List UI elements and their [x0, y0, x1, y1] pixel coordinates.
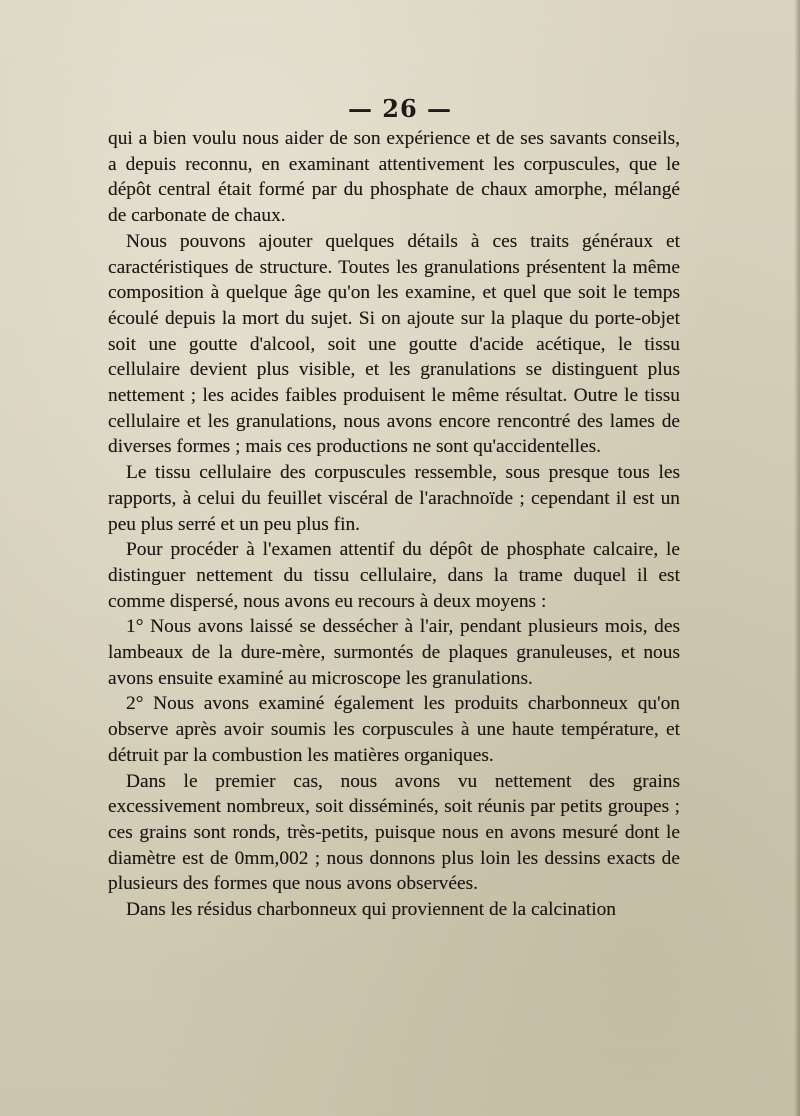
- paragraph-examination-method: Pour procéder à l'examen attentif du dépôt de phosphate calcaire, le distinguer nettement du tissu cellulaire, dans la trame duquel il est comme dispersé, nous avons eu recours à deux moyens :: [108, 539, 680, 612]
- paragraph-charcoal-residues: Dans les résidus charbonneux qui proviennent de la calcination: [126, 899, 617, 921]
- body-text: [108, 126, 680, 923]
- page-number: — 26 —: [347, 94, 453, 123]
- paragraph-first-case: Dans le premier cas, nous avons vu nettement des grains excessivement nombreux, soit disséminés, soit réunis par petits groupes ; ces grains sont ronds, très-petits, puisque nous en avons mesuré dont le diamètre est de 0mm,002 ; nous donnons plus loin les dessins exacts de plusieurs des formes que nous avons observées.: [108, 770, 680, 895]
- paragraph-cellular-tissue: Le tissu cellulaire des corpuscules ressemble, sous presque tous les rapports, à celui du feuillet viscéral de l'arachnoïde ; cependant il est un peu plus serré et un peu plus fin.: [108, 462, 680, 535]
- paragraph-continuation: qui a bien voulu nous aider de son expérience et de ses savants conseils, a depuis reconnu, en examinant attentivement les corpuscules, que le dépôt central était formé par du phosphate de chaux amorphe, mélangé de carbonate de chaux.: [108, 128, 680, 227]
- page-edge-shadow: [794, 0, 800, 1116]
- list-item-method-2: 2° Nous avons examiné également les produits charbonneux qu'on observe après avoir soumis les corpuscules à une haute température, et détruit par la combustion les matières organiques.: [108, 693, 680, 766]
- list-item-method-1: 1° Nous avons laissé se dessécher à l'air, pendant plusieurs mois, des lambeaux de la dure-mère, surmontés de plaques granuleuses, et nous avons ensuite examiné au microscope les granulations.: [108, 616, 680, 689]
- paragraph-structure-details: Nous pouvons ajouter quelques détails à ces traits généraux et caractéristiques de structure. Toutes les granulations présentent la même composition à quelque âge qu'on les examine, et quel que soit le temps écoulé depuis la mort du sujet. Si on ajoute sur la plaque du porte-objet soit une goutte d'alcool, soit une goutte d'acide acétique, le tissu cellulaire devient plus visible, et les granulations se distinguent plus nettement ; les acides faibles produisent le même résultat. Outre le tissu cellulaire et les granulations, nous avons encore rencontré des lames de diverses formes ; mais ces productions ne sont qu'accidentelles.: [108, 230, 680, 458]
